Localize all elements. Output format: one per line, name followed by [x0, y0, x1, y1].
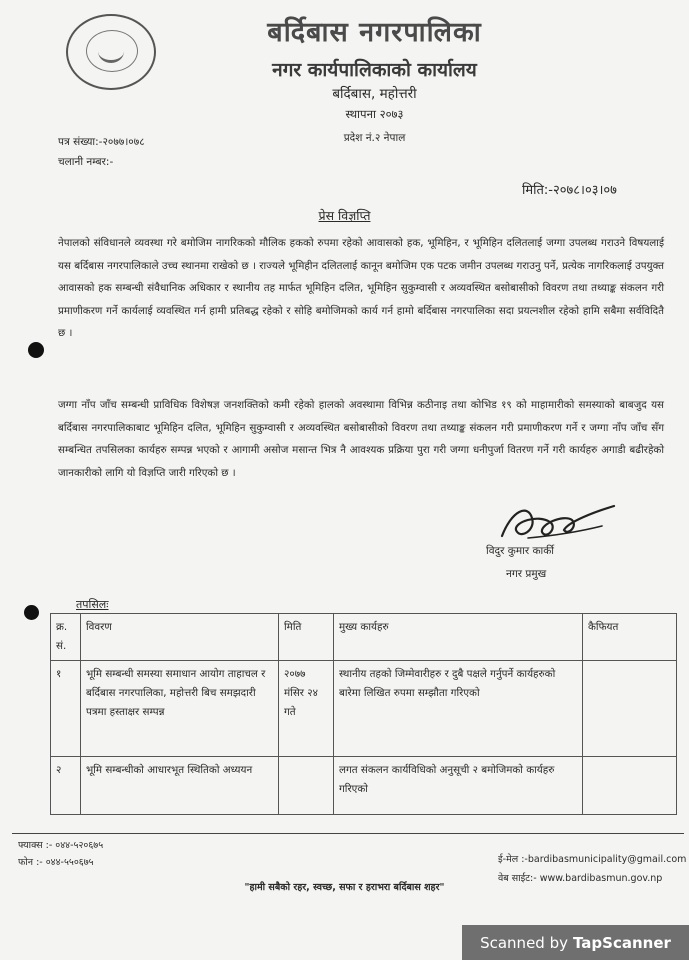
table-header-row — [51, 614, 677, 661]
footer-divider — [12, 833, 684, 834]
letter-number: पत्र संख्या:-२०७७।०७८ — [58, 136, 145, 148]
signatory-name: विदुर कुमार कार्की — [486, 545, 555, 557]
dispatch-number: चलानी नम्बर:- — [58, 156, 114, 168]
paragraph-1: नेपालको संविधानले व्यवस्था गरे बमोजिम नागरिकको मौलिक हकको रुपमा रहेको आवासको हक, भूमिहिन, र भूमिहिन दलितलाई जग्गा उपलब्ध गराउने विषयलाई यस बर्दिबास नगरपालिकाले उच्च स्थानमा राखेको छ । राज्यले भूमिहीन दलितलाई कानून बमोजिम एक पटक जमीन उपलब्ध गराउनु पर्ने, प्रत्येक नागरिकलाई उपयुक्त आवासको हक सम्बन्धी संवैधानिक अधिकार र स्थानीय तह मार्फत भूमिहिन दलित, भूमिहिन सुकुम्वासी र अव्यवस्थित बसोबासीको विवरण तथा तथ्याङ्क संकलन गरी प्रमाणीकरण गर्ने कार्यलाई व्यवस्थित गर्न हामी प्रतिबद्ध रहेको र सोहि बमोजिमको कार्य गर्न हामो बर्दिबास नगरपालिका सदा प्रयत्नशील रहेको हामि सबैमा सर्वविदितै छ । — [58, 237, 664, 340]
municipality-name: बर्दिबास नगरपालिका — [267, 17, 482, 48]
footer-slogan: "हामी सबैको रहर, स्वच्छ, सफा र हराभरा बर्दिबास शहर" — [244, 882, 445, 893]
scanner-prefix: Scanned by — [480, 933, 568, 952]
issue-date: मिति:-२०७८।०३।०७ — [522, 183, 617, 198]
signature-icon — [498, 500, 618, 544]
footer-email: ई-मेल :-bardibasmunicipality@gmail.com — [498, 854, 687, 865]
office-name: नगर कार्यपालिकाको कार्यालय — [272, 59, 477, 81]
row-task: स्थानीय तहको जिम्मेवारीहरु र दुबै पक्षले गर्नुपर्ने कार्यहरुको बारेमा लिखित रुपमा सम्झौता गरिएको — [334, 661, 583, 757]
table-row — [51, 757, 677, 815]
signatory-title: नगर प्रमुख — [506, 568, 547, 580]
paragraph-2: जग्गा नाँप जाँच सम्बन्धी प्राविधिक विशेषज्ञ जनशक्तिको कमी रहेको हालको अवस्थामा विभिन्न कठीनाइ तथा कोभिड १९ को माहामारीको समस्याको बाबजुद यस बर्दिबास नगरपालिकाबाट भूमिहिन दलित, भूमिहिन सुकुम्वासी र अव्यवस्थित बसोबासीको विवरण तथा तथ्याङ्क संकलन गरी प्रमाणीकरण गर्ने र जग्गा नाँप जाँच सँग सम्बन्धित तपसिलका कार्यहरु सम्पन्न भएको र आगामी असोज मसान्त भित्र नै आवश्यक प्रक्रिया पुरा गरी जग्गा धनीपुर्जा वितरण गर्ने गरी कार्यहरु अगाडी बढीरहेको जानकारीको लागि यो विज्ञप्ति जारी गरिएको छ । — [58, 399, 664, 479]
header-date: मिति — [279, 614, 334, 661]
header-main-tasks: मुख्य कार्यहरु — [334, 614, 583, 661]
scanner-watermark — [462, 925, 689, 960]
header-serial: क्र. सं. — [51, 614, 81, 661]
header-description: विवरण — [81, 614, 279, 661]
punch-hole-icon — [24, 605, 39, 620]
punch-hole-icon — [28, 342, 44, 358]
press-release-heading: प्रेस विज्ञप्ति — [318, 208, 371, 223]
row-description: भूमि सम्बन्धी समस्या समाधान आयोग ताहाचल र बर्दिबास नगरपालिका, महोत्तरी बिच समझदारी पत्रमा हस्ताक्षर सम्पन्न — [81, 661, 279, 757]
table-row — [51, 661, 677, 757]
footer-fax: फ्याक्स :- ०४४-५२०६७५ — [18, 840, 104, 851]
header-remarks: कैफियत — [583, 614, 677, 661]
row-serial: २ — [51, 757, 81, 815]
office-location: बर्दिबास, महोत्तरी — [332, 86, 417, 102]
footer-website: वेब साईट:- www.bardibasmun.gov.np — [498, 873, 663, 884]
row-serial: १ — [51, 661, 81, 757]
row-remarks — [583, 757, 677, 815]
row-date — [279, 757, 334, 815]
row-description: भूमि सम्बन्धीको आधारभूत स्थितिको अध्ययन — [81, 757, 279, 815]
established-year: स्थापना २०७३ — [345, 107, 404, 121]
schedule-label: तपसिलः — [76, 598, 109, 611]
row-date: २०७७ मंसिर २४ गते — [279, 661, 334, 757]
row-remarks — [583, 661, 677, 757]
province-label: प्रदेश नं.२ नेपाल — [343, 132, 406, 144]
schedule-table — [50, 613, 677, 815]
scanner-brand: TapScanner — [572, 933, 671, 952]
row-task: लगत संकलन कार्यविधिको अनुसूची २ बमोजिमको कार्यहरु गरिएको — [334, 757, 583, 815]
footer-phone: फोन :- ०४४-५५०६७५ — [18, 857, 94, 868]
